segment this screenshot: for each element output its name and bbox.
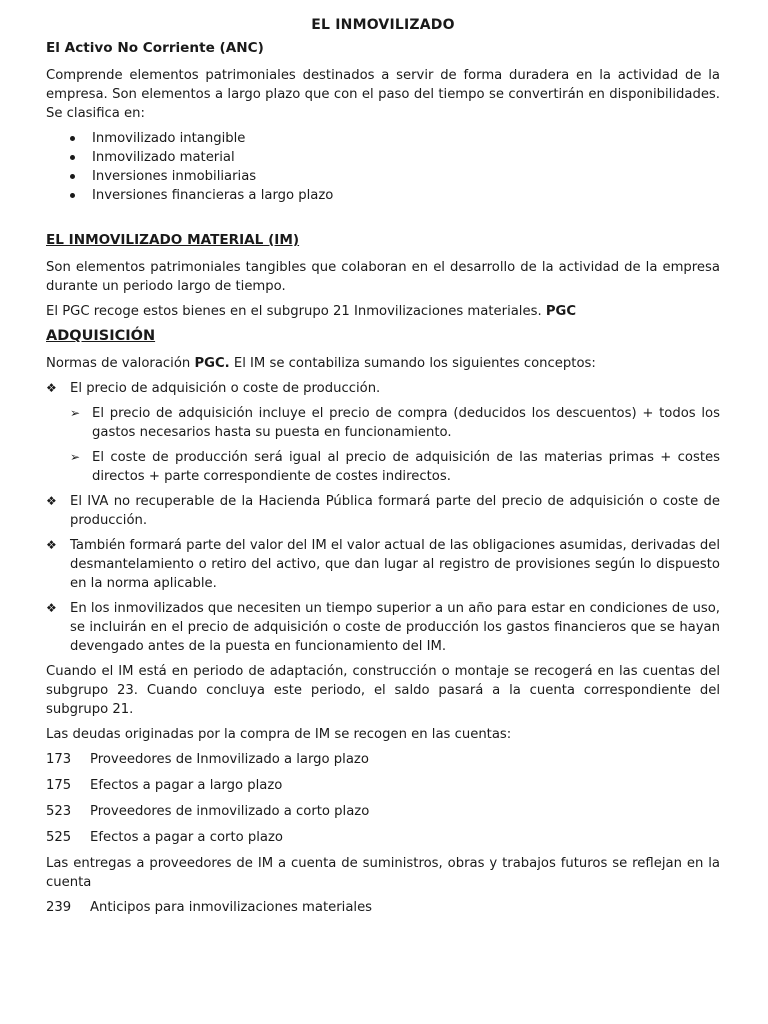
account-row xyxy=(46,898,720,917)
deudas-paragraph: Las deudas originadas por la compra de IM se recogen en las cuentas: xyxy=(46,727,512,742)
diamond-bullet-icon: ❖ xyxy=(46,494,57,508)
sub-bullet-item: ➢ El coste de producción será igual al precio de adquisición de las materias primas + costes directos + parte correspondiente de costes indirectos. xyxy=(70,450,720,484)
entregas-paragraph: Las entregas a proveedores de IM a cuenta de suministros, obras y trabajos futuros se reflejan en la cuenta xyxy=(46,856,720,890)
anc-list xyxy=(46,129,720,205)
pgc-bold: PGC. xyxy=(194,356,230,371)
account-code: 239 xyxy=(46,900,72,915)
arrow-bullet-icon: ➢ xyxy=(70,406,81,420)
account-code: 173 xyxy=(46,752,72,767)
account-code: 175 xyxy=(46,778,72,793)
account-name: Efectos a pagar a corto plazo xyxy=(90,830,283,845)
document-body xyxy=(46,14,720,924)
bullet-item: ❖ El precio de adquisición o coste de producción. xyxy=(46,381,381,396)
diamond-bullet-icon: ❖ xyxy=(46,538,57,552)
anc-heading: El Activo No Corriente (ANC) xyxy=(46,40,264,56)
bullet-dot-icon xyxy=(70,155,75,160)
list-item: Inmovilizado intangible xyxy=(46,129,720,148)
account-row xyxy=(46,828,720,847)
pgc-paragraph: El PGC recoge estos bienes en el subgrupo 21 Inmovilizaciones materiales. PGC xyxy=(46,304,577,319)
im-paragraph: Son elementos patrimoniales tangibles que colaboran en el desarrollo de la actividad de la empresa durante un periodo largo de tiempo. xyxy=(46,260,720,294)
account-row xyxy=(46,750,720,769)
list-item: Inmovilizado material xyxy=(46,148,720,167)
diamond-bullet-icon: ❖ xyxy=(46,381,57,395)
normas-paragraph: Normas de valoración PGC. El IM se contabiliza sumando los siguientes conceptos: xyxy=(46,356,596,371)
bullet-item: ❖ También formará parte del valor del IM el valor actual de las obligaciones asumidas, derivadas del desmantelamiento o retiro del activo, que dan lugar al registro de provisiones según lo dispuesto en la norma aplicable. xyxy=(46,538,720,591)
diamond-bullet-icon: ❖ xyxy=(46,601,57,615)
anc-paragraph: Comprende elementos patrimoniales destinados a servir de forma duradera en la actividad de la empresa. Son elementos a largo plazo que con el paso del tiempo se convertirán en disponibilidades. Se clasifica en: xyxy=(46,68,720,121)
im-heading: EL INMOVILIZADO MATERIAL (IM) xyxy=(46,232,300,248)
bullet-item: ❖ El IVA no recuperable de la Hacienda Pública formará parte del precio de adquisición o coste de producción. xyxy=(46,494,720,528)
list-item: Inversiones inmobiliarias xyxy=(46,167,720,186)
account-row xyxy=(46,776,720,795)
account-name: Proveedores de inmovilizado a corto plazo xyxy=(90,804,370,819)
account-name: Efectos a pagar a largo plazo xyxy=(90,778,283,793)
adaptacion-paragraph: Cuando el IM está en periodo de adaptación, construcción o montaje se recogerá en las cuentas del subgrupo 23. Cuando concluya este periodo, el saldo pasará a la cuenta correspondiente del subgrupo 21. xyxy=(46,664,720,717)
arrow-bullet-icon: ➢ xyxy=(70,450,81,464)
account-code: 523 xyxy=(46,804,72,819)
account-name: Proveedores de Inmovilizado a largo plazo xyxy=(90,752,369,767)
bullet-item: ❖ En los inmovilizados que necesiten un tiempo superior a un año para estar en condiciones de uso, se incluirán en el precio de adquisición o coste de producción los gastos financieros que se hayan devengado antes de la puesta en funcionamiento del IM. xyxy=(46,601,720,654)
account-code: 525 xyxy=(46,830,72,845)
account-row xyxy=(46,802,720,821)
page-title: EL INMOVILIZADO xyxy=(311,17,455,33)
bullet-dot-icon xyxy=(70,136,75,141)
adquisicion-heading: ADQUISICIÓN xyxy=(46,328,156,344)
list-item: Inversiones financieras a largo plazo xyxy=(46,186,720,205)
account-name: Anticipos para inmovilizaciones materiales xyxy=(90,900,373,915)
sub-bullet-item: ➢ El precio de adquisición incluye el precio de compra (deducidos los descuentos) + todos los gastos necesarios hasta su puesta en funcionamiento. xyxy=(70,406,720,440)
pgc-bold: PGC xyxy=(545,304,577,319)
bullet-dot-icon xyxy=(70,193,75,198)
bullet-dot-icon xyxy=(70,174,75,179)
